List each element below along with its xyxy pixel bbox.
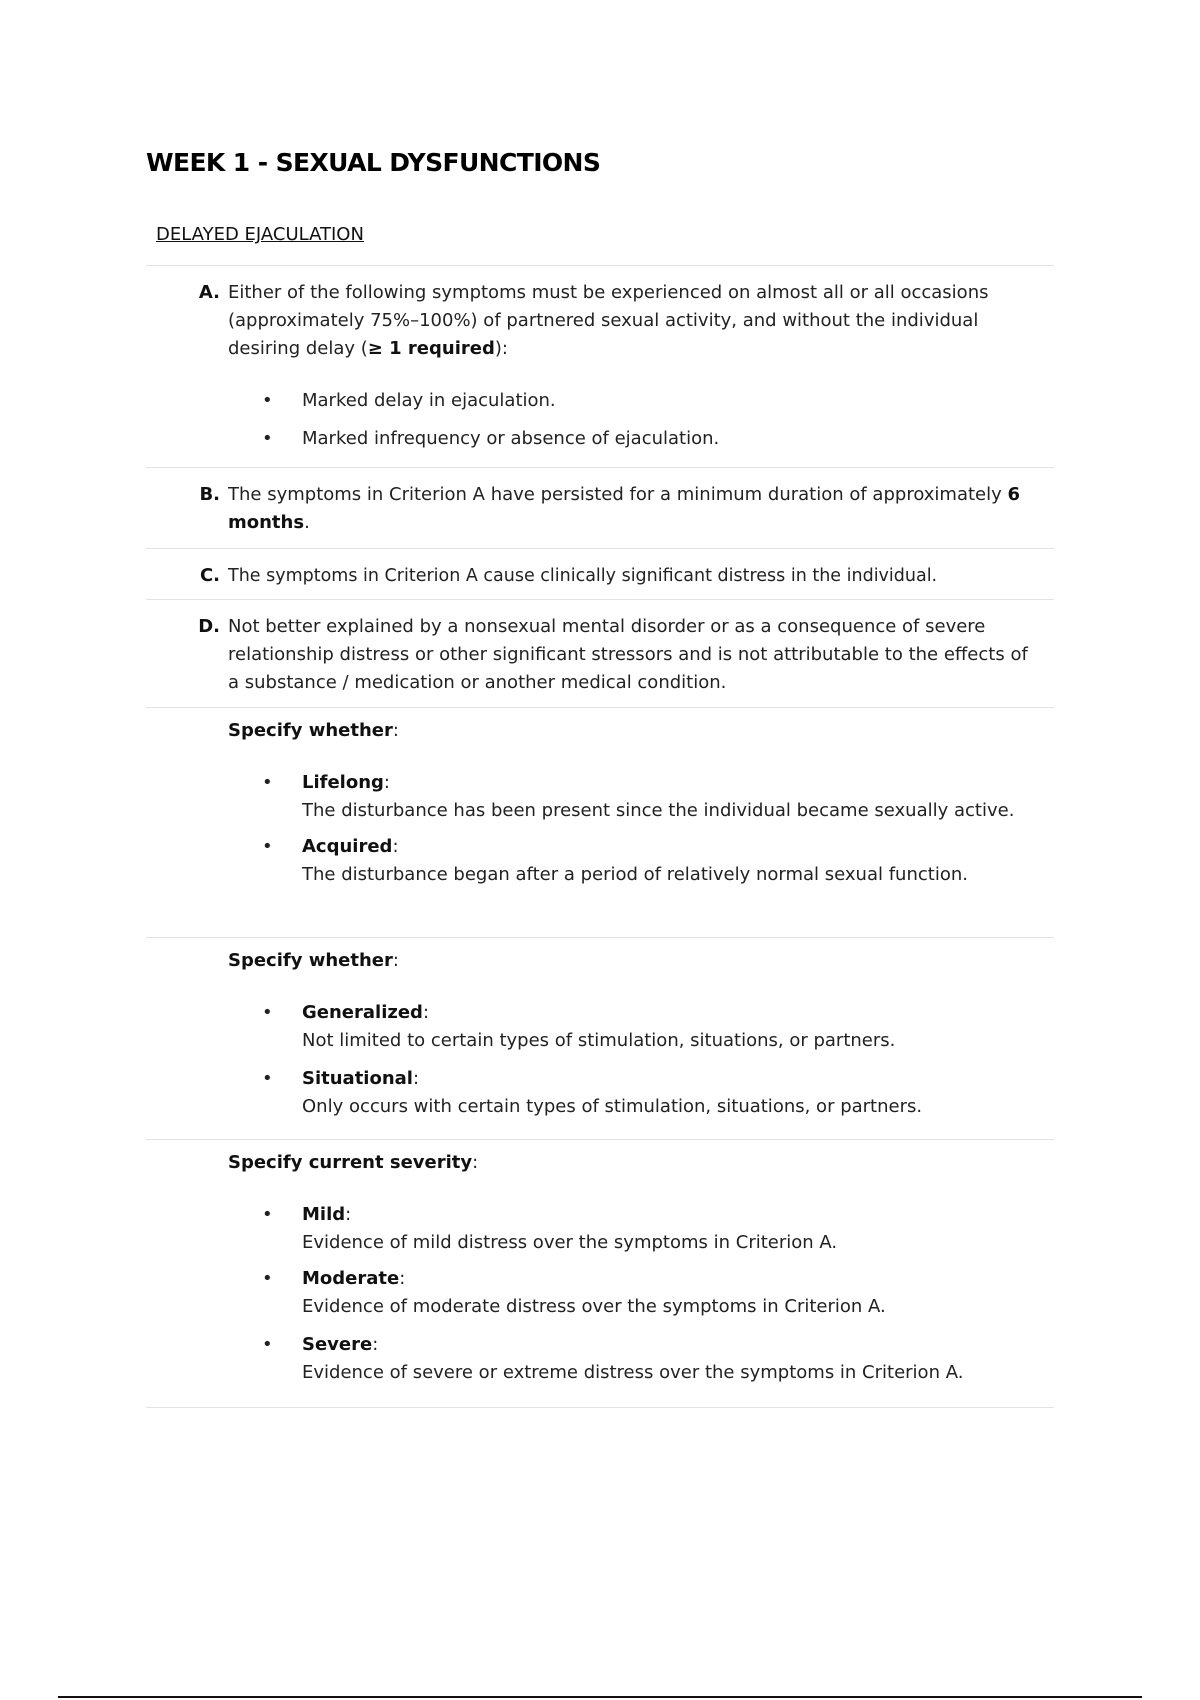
bullet-icon: • <box>262 1068 273 1089</box>
specifier-label: Specify current severity: <box>228 1152 479 1173</box>
specifier-severity <box>146 1139 1054 1408</box>
specifier-onset <box>146 707 1054 937</box>
specifier-label: Specify whether: <box>228 950 399 971</box>
page-title: WEEK 1 - SEXUAL DYSFUNCTIONS <box>146 148 601 177</box>
list-item: • Generalized: Not limited to certain types of stimulation, situations, or partners. <box>228 999 1054 1055</box>
criterion-text: The symptoms in Criterion A cause clinically significant distress in the individual. <box>228 566 938 586</box>
specifier-label: Specify whether: <box>228 720 399 741</box>
criterion-a <box>146 265 1054 467</box>
list-item: • Marked infrequency or absence of ejaculation. <box>228 425 1054 453</box>
criterion-letter: B. <box>199 484 220 505</box>
criterion-text: The symptoms in Criterion A have persisted for a minimum duration of approximately 6 months. <box>228 484 1021 533</box>
criterion-a-bullets <box>146 387 1054 453</box>
specifier-list <box>146 999 1054 1121</box>
list-item: • Acquired: The disturbance began after a period of relatively normal sexual function. <box>228 833 1054 889</box>
bullet-icon: • <box>262 1334 273 1355</box>
criterion-b <box>146 467 1054 548</box>
criterion-letter: A. <box>198 282 220 303</box>
criterion-letter: C. <box>199 565 220 586</box>
footer-divider <box>58 1696 1142 1698</box>
list-item: • Severe: Evidence of severe or extreme distress over the symptoms in Criterion A. <box>228 1331 1054 1387</box>
specifier-list <box>146 1201 1054 1387</box>
criterion-c <box>146 548 1054 599</box>
list-item: • Lifelong: The disturbance has been present since the individual became sexually active. <box>228 769 1054 825</box>
list-item: • Situational: Only occurs with certain types of stimulation, situations, or partners. <box>228 1065 1054 1121</box>
criterion-d <box>146 599 1054 707</box>
bullet-icon: • <box>262 1204 273 1225</box>
criterion-letter: D. <box>198 616 220 637</box>
section-heading: DELAYED EJACULATION <box>156 224 364 245</box>
bullet-icon: • <box>262 390 273 411</box>
bullet-icon: • <box>262 1268 273 1289</box>
list-item: • Mild: Evidence of mild distress over the symptoms in Criterion A. <box>228 1201 1054 1257</box>
bullet-icon: • <box>262 772 273 793</box>
criteria-table <box>146 265 1054 1408</box>
list-item: • Marked delay in ejaculation. <box>228 387 1054 415</box>
bullet-icon: • <box>262 1002 273 1023</box>
bullet-icon: • <box>262 428 273 449</box>
list-item: • Moderate: Evidence of moderate distress over the symptoms in Criterion A. <box>228 1265 1054 1321</box>
specifier-list <box>146 769 1054 889</box>
specifier-context <box>146 937 1054 1139</box>
criterion-text: Not better explained by a nonsexual mental disorder or as a consequence of severe relationship distress or other significant stressors and is not attributable to the effects of a substance / medication or another medical condition. <box>228 616 1028 693</box>
criterion-text: Either of the following symptoms must be experienced on almost all or all occasions (approximately 75%–100%) of partnered sexual activity, and without the individual desiring delay (≥ 1 required): <box>228 282 989 359</box>
bullet-icon: • <box>262 836 273 857</box>
